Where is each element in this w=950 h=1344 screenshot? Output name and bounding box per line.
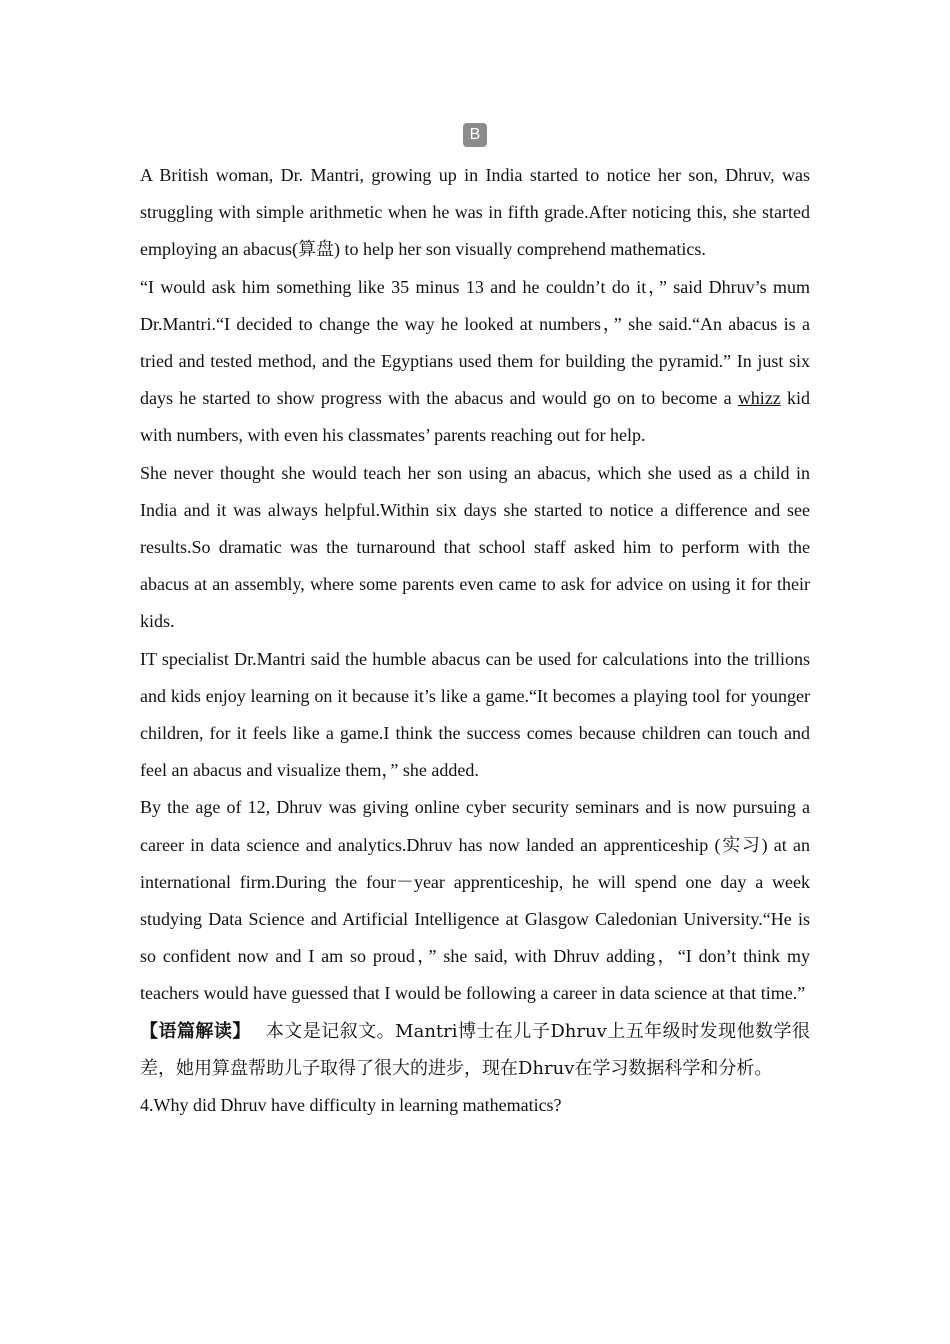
- document-page: [140, 123, 810, 1124]
- question-4: 4.Why did Dhruv have difficulty in learning mathematics?: [140, 1095, 562, 1116]
- analysis-paragraph: [140, 1013, 810, 1087]
- paragraph-1: A British woman, Dr. Mantri, growing up in India started to notice her son, Dhruv, was struggling with simple arithmetic when he was in fifth grade.After noticing this, she started employing an abacus(算盘) to help her son visually comprehend mathematics.: [140, 165, 810, 260]
- paragraph-4: IT specialist Dr.Mantri said the humble abacus can be used for calculations into the trillions and kids enjoy learning on it because it’s like a game.“It becomes a playing tool for younger children, for it feels like a game.I think the success comes because children can touch and feel an abacus and visualize them，” she added.: [140, 648, 810, 781]
- section-badge: B: [463, 123, 487, 147]
- paragraph-2-text-before: “I would ask him something like 35 minus 13 and he couldn’t do it，” said Dhruv’s mum Dr.Mantri.“I decided to change the way he looked at numbers，” she said.“An abacus is a tried and tested method, and the Egyptians used them for building the pyramid.” In just six days he started to show progress with the abacus and would go on to become a: [140, 276, 810, 409]
- section-header: [140, 123, 810, 149]
- paragraph-5: By the age of 12, Dhruv was giving online cyber security seminars and is now pursuing a career in data science and analytics.Dhruv has now landed an apprenticeship (实习) at an international firm.During the four－year apprenticeship, he will spend one day a week studying Data Science and Artificial Intelligence at Glasgow Caledonian University.“He is so confident now and I am so proud，” she said, with Dhruv adding，“I don’t think my teachers would have guessed that I would be following a career in data science at that time.”: [140, 797, 810, 1004]
- underlined-word-whizz: whizz: [737, 388, 781, 409]
- paragraph-3: She never thought she would teach her son using an abacus, which she used as a child in India and it was always helpful.Within six days she started to notice a difference and see results.So dramatic was the turnaround that school staff asked him to perform with the abacus at an assembly, where some parents even came to ask for advice on using it for their kids.: [140, 462, 810, 632]
- paragraph-2: [140, 269, 810, 455]
- analysis-text: 本文是记叙文。Mantri博士在儿子Dhruv上五年级时发现他数学很差，她用算盘帮助儿子取得了很大的进步，现在Dhruv在学习数据科学和分析。: [140, 1020, 811, 1079]
- analysis-label: 【语篇解读】: [140, 1020, 251, 1042]
- paragraph-2-text-after: kid with numbers, with even his classmates’ parents reaching out for help.: [140, 388, 810, 446]
